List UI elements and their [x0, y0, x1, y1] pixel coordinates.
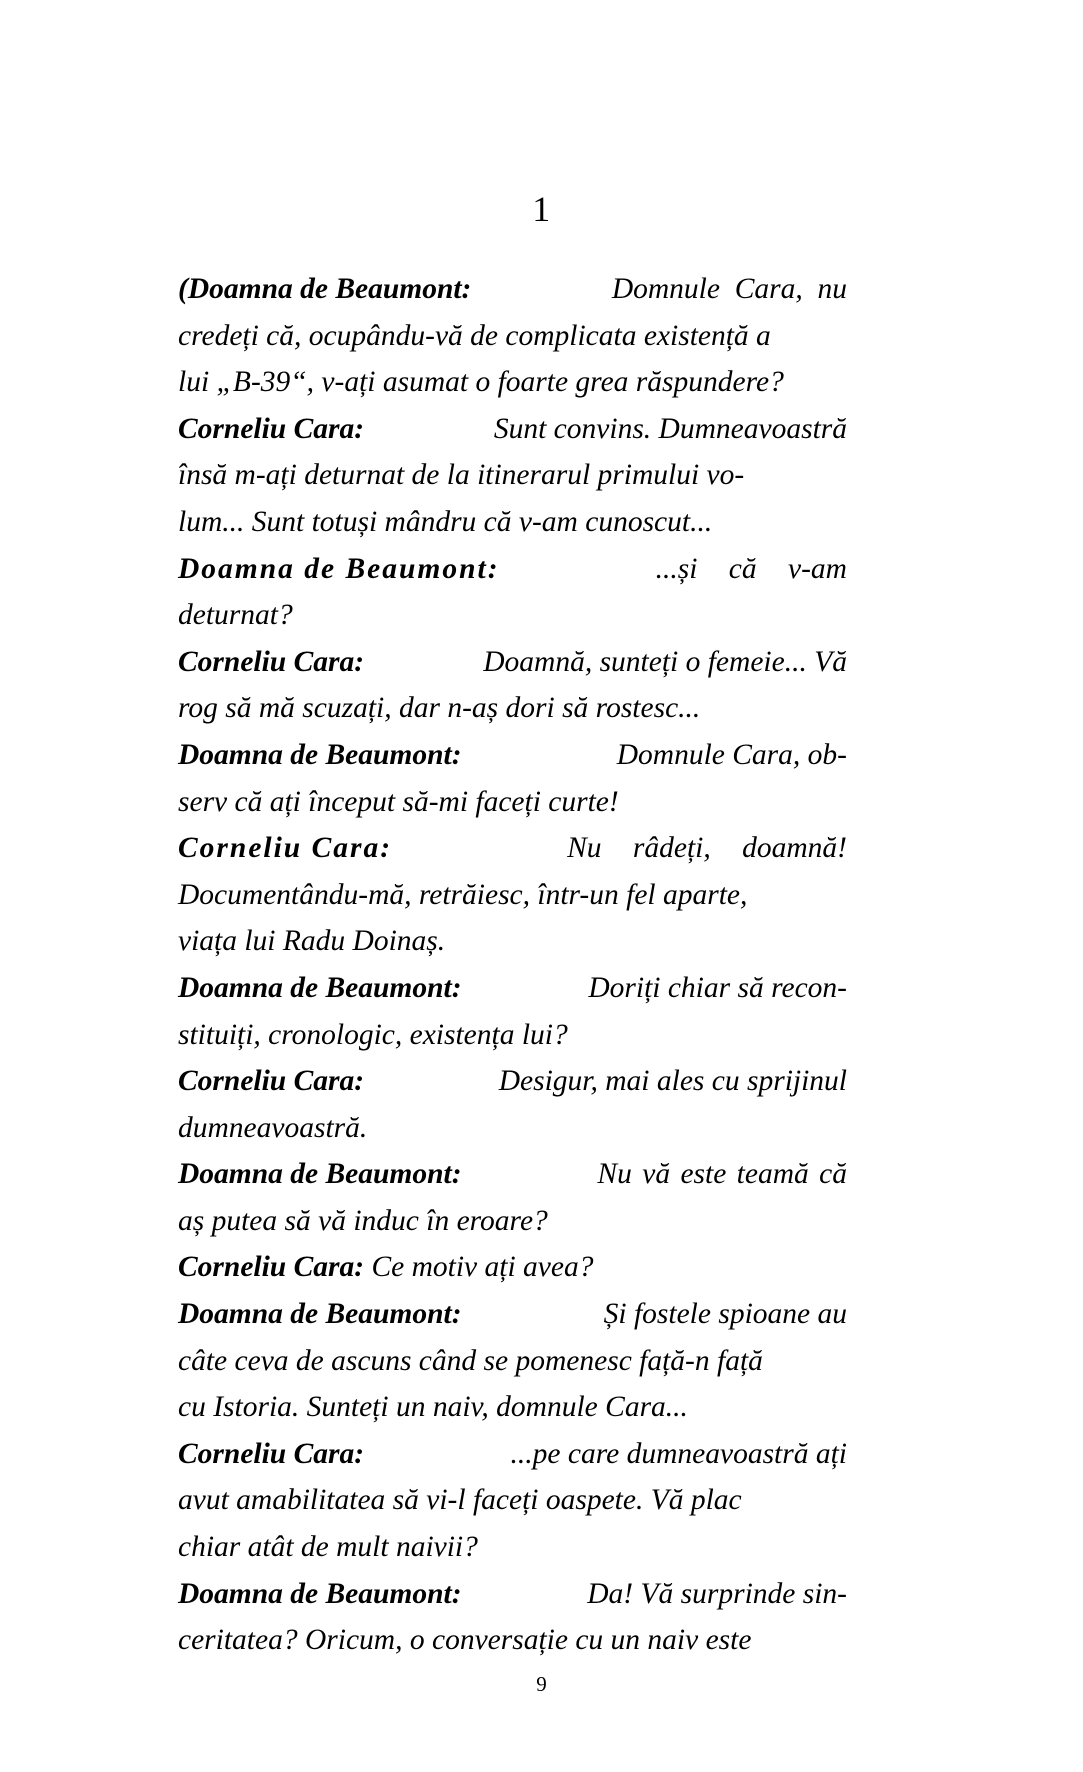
text-line — [178, 1338, 847, 1385]
speaker-label: Corneliu Cara: — [178, 1065, 365, 1098]
speech-text: Și fostele spioane au — [596, 1298, 847, 1331]
page-number: 9 — [536, 1672, 547, 1696]
speaker-label: Doamna de Beaumont: — [178, 1298, 462, 1331]
speech-text: chiar atât de mult naivii? — [178, 1531, 478, 1564]
text-line — [178, 1198, 847, 1245]
speaker-label: Corneliu Cara: — [178, 645, 365, 678]
text-line — [178, 779, 847, 826]
speaker-label: (Doamna de Beaumont: — [178, 273, 472, 305]
text-line — [178, 546, 847, 593]
speech-text: stituiți, cronologic, existența lui? — [178, 1018, 568, 1051]
text-line — [178, 499, 847, 546]
text-line — [178, 918, 847, 965]
text-line — [178, 1151, 847, 1198]
speech-text: Desigur, mai ales cu sprijinul — [491, 1065, 847, 1098]
chapter-number: 1 — [532, 189, 551, 229]
speech-text: Ce motiv ați avea? — [364, 1251, 594, 1284]
speech-text: Documentându-mă, retrăiesc, într-un fel aparte, — [178, 878, 748, 911]
speaker-label: Doamna de Beaumont: — [178, 738, 462, 771]
speaker-label: Corneliu Cara: — [178, 832, 393, 865]
speech-text: Sunt convins. Dumneavoastră — [486, 412, 847, 445]
text-line — [178, 872, 847, 919]
text-line — [178, 1384, 847, 1431]
speech-text: Nu râdeți, doamnă! — [535, 832, 847, 865]
dialogue-body — [178, 266, 847, 1664]
speech-text: credeți că, ocupându-vă de complicata existență a — [178, 319, 771, 352]
text-line — [178, 685, 847, 732]
text-line — [178, 592, 847, 639]
text-line — [178, 1291, 847, 1338]
speaker-label: Corneliu Cara: — [178, 1437, 365, 1470]
speech-text: cu Istoria. Sunteți un naiv, domnule Cara... — [178, 1391, 688, 1424]
speech-text: Domnule Cara, ob- — [609, 738, 847, 771]
speech-text: lui „B-39“, v-ați asumat o foarte grea răspundere? — [178, 366, 784, 399]
speech-text: ...pe care dumneavoastră ați — [503, 1437, 847, 1470]
speaker-label: Corneliu Cara: — [178, 412, 365, 445]
speech-text: rog să mă scuzați, dar n-aș dori să rostesc... — [178, 692, 701, 725]
speech-text: avut amabilitatea să vi-l faceți oaspete. Vă plac — [178, 1484, 742, 1517]
speaker-label: Doamna de Beaumont: — [178, 1158, 462, 1191]
speech-text: Da! Vă surprinde sin- — [579, 1577, 847, 1610]
text-line — [178, 452, 847, 499]
text-line — [178, 266, 847, 313]
speech-text: Doamnă, sunteți o femeie... Vă — [475, 645, 847, 678]
text-line — [178, 732, 847, 779]
speech-text: aș putea să vă induc în eroare? — [178, 1204, 548, 1237]
text-line — [178, 825, 847, 872]
speaker-label: Corneliu Cara: — [178, 1251, 365, 1284]
text-line — [178, 359, 847, 406]
speech-text: Doriți chiar să recon- — [580, 971, 847, 1004]
speech-text: viața lui Radu Doinaș. — [178, 925, 446, 958]
speech-text: deturnat? — [178, 599, 293, 632]
text-line — [178, 1058, 847, 1105]
speech-text: lum... Sunt totuși mândru că v-am cunoscut... — [178, 505, 713, 538]
text-line — [178, 313, 847, 360]
speech-text: Domnule Cara, nu — [604, 273, 847, 305]
speech-text: dumneavoastră. — [178, 1111, 368, 1144]
speech-text: câte ceva de ascuns când se pomenesc față-n față — [178, 1344, 763, 1377]
speaker-label: Doamna de Beaumont: — [178, 552, 500, 585]
speech-text: Nu vă este teamă că — [587, 1158, 847, 1191]
speech-text: serv că ați început să-mi faceți curte! — [178, 785, 619, 818]
text-line — [178, 1012, 847, 1059]
text-line — [178, 1571, 847, 1618]
speech-text: ceritatea? Oricum, o conversație cu un naiv este — [178, 1624, 752, 1657]
text-line — [178, 965, 847, 1012]
speech-text: ...și că v-am — [624, 552, 847, 585]
speaker-label: Doamna de Beaumont: — [178, 971, 462, 1004]
text-line — [178, 1477, 847, 1524]
text-line — [178, 1244, 847, 1291]
text-line — [178, 1105, 847, 1152]
text-line — [178, 1524, 847, 1571]
speaker-label: Doamna de Beaumont: — [178, 1577, 462, 1610]
text-line — [178, 1617, 847, 1664]
text-line — [178, 639, 847, 686]
text-line — [178, 1431, 847, 1478]
speech-text: însă m-ați deturnat de la itinerarul primului vo- — [178, 459, 745, 492]
text-line — [178, 406, 847, 453]
